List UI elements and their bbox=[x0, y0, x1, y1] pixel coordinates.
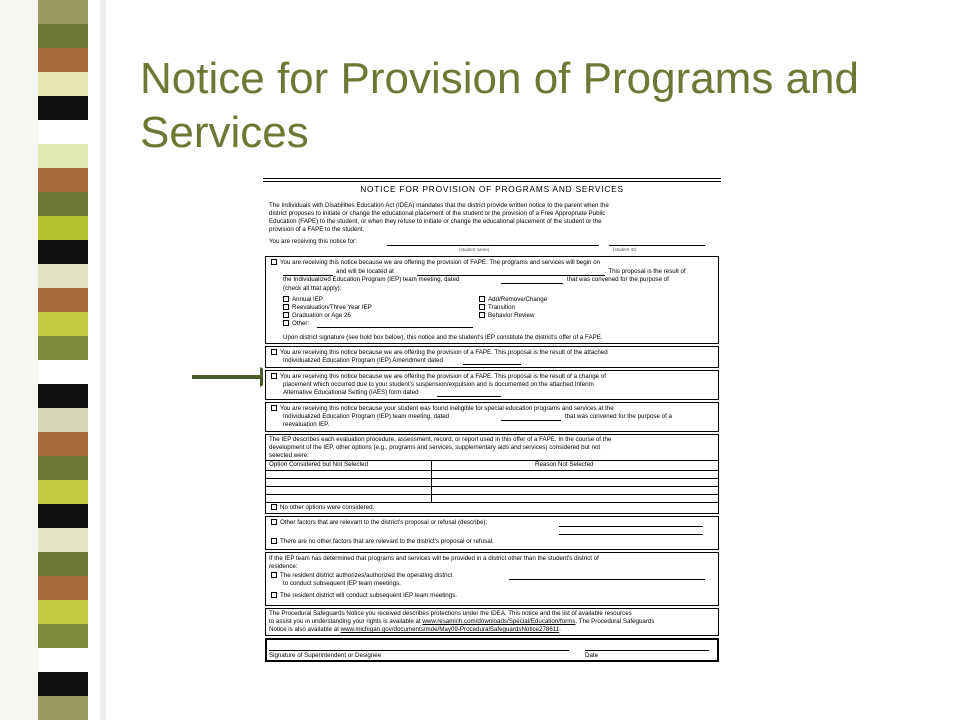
sec1-footer: Upon district signature (see bold box below), this notice and the student's IEP constitute the district's offer of a FAPE. bbox=[283, 334, 603, 341]
strip-cell bbox=[38, 288, 88, 312]
strip-cell bbox=[38, 624, 88, 648]
strip-cell bbox=[38, 384, 88, 408]
vertical-divider bbox=[100, 0, 106, 720]
decorative-strip-bar bbox=[0, 0, 88, 720]
opt-reevaluation bbox=[283, 304, 372, 312]
table-header-option: Option Considered but Not Selected bbox=[269, 461, 369, 468]
sec2-checkbox[interactable] bbox=[271, 349, 277, 355]
strip-cell bbox=[38, 696, 88, 720]
sec2-line-1 bbox=[271, 349, 608, 357]
other-label: Other: bbox=[292, 320, 310, 327]
sec3-checkbox[interactable] bbox=[271, 373, 277, 379]
table-column-divider bbox=[431, 460, 432, 502]
intro-line-2: district proposes to initiate or change the educational placement of the student or the provision of a Free Appropriate Public bbox=[269, 210, 606, 217]
sec7-opt1 bbox=[271, 572, 452, 580]
opt-graduation bbox=[283, 312, 351, 320]
strip-cell bbox=[38, 192, 88, 216]
strip-cell bbox=[38, 552, 88, 576]
opt-add-remove bbox=[479, 296, 547, 304]
sec5-line-2: development of the IEP, other options (e.g., programs and services, supplementary aids and services) considered but not bbox=[269, 444, 601, 451]
strip-cell bbox=[38, 408, 88, 432]
sec4-line-3: reevaluation IEP. bbox=[283, 421, 330, 428]
sec5-line-1: The IEP describes each evaluation procedure, assessment, record, or report used in this offer of a FAPE. In the course of the bbox=[269, 436, 612, 443]
intro-line-4: provision of a FAPE to the student. bbox=[269, 226, 365, 233]
behavior-label: Behavior Review bbox=[488, 312, 535, 319]
strip-cell bbox=[38, 648, 88, 672]
sec8-line-3a: Notice is also available at bbox=[269, 626, 339, 633]
sec8-line-3b: . bbox=[559, 626, 561, 633]
sec8-line-2a: to assist you in understanding your rights is available at bbox=[269, 618, 421, 625]
reevaluation-checkbox[interactable] bbox=[283, 304, 289, 310]
opt-transition bbox=[479, 304, 515, 312]
no-other-factors-line bbox=[271, 538, 494, 546]
other-factors-field-1[interactable] bbox=[559, 526, 703, 527]
sec1-line-2a: and will be located at bbox=[336, 268, 394, 275]
title-line-1: Notice for Provision of Programs and bbox=[140, 54, 859, 103]
sec7-opt1b: to conduct subsequent IEP team meetings. bbox=[283, 580, 401, 587]
other-checkbox[interactable] bbox=[283, 320, 289, 326]
authorize-district-label: The resident district authorizes/authorized the operating district bbox=[280, 572, 453, 579]
amendment-date-field[interactable] bbox=[463, 364, 521, 365]
strip-cell bbox=[38, 432, 88, 456]
form-document bbox=[263, 178, 721, 664]
strip-cell bbox=[38, 576, 88, 600]
strip-cell bbox=[38, 312, 88, 336]
ineligible-meeting-date-field[interactable] bbox=[501, 420, 561, 421]
table-header-reason: Reason Not Selected bbox=[535, 461, 594, 468]
student-name-caption: (student name) bbox=[459, 247, 490, 252]
annual-iep-checkbox[interactable] bbox=[283, 296, 289, 302]
other-factors-label: Other factors that are relevant to the district's proposal or refusal (describe): bbox=[280, 519, 488, 526]
form-heading: NOTICE FOR PROVISION OF PROGRAMS AND SERVICES bbox=[360, 184, 624, 194]
sec8-line-2 bbox=[269, 618, 654, 626]
date-label: Date bbox=[585, 652, 599, 659]
sec7-intro-1: If the IEP team has determined that programs and services will be provided in a district other than the student's district of bbox=[269, 555, 599, 562]
other-text-field[interactable] bbox=[317, 327, 473, 328]
student-name-field[interactable] bbox=[387, 245, 599, 246]
sec2-line-1-text: You are receiving this notice because we are offering the provision of a FAPE. This proposal is the result of the attached bbox=[280, 349, 608, 356]
transition-label: Transition bbox=[488, 304, 515, 311]
signature-field[interactable] bbox=[269, 650, 569, 651]
sec4-line-1 bbox=[271, 405, 614, 413]
strip-cell bbox=[38, 264, 88, 288]
iaes-date-field[interactable] bbox=[437, 396, 501, 397]
sec4-line-2b: that was convened for the purpose of a bbox=[565, 413, 672, 420]
no-other-factors-checkbox[interactable] bbox=[271, 538, 277, 544]
strip-cell bbox=[38, 600, 88, 624]
no-other-options-label: No other options were considered. bbox=[280, 504, 375, 511]
intro-line-3: Education (FAPE) to the student, or when they refuse to initiate or change the educational placement of the student or the bbox=[269, 218, 602, 225]
operating-district-field[interactable] bbox=[509, 579, 705, 580]
strip-cell bbox=[38, 24, 88, 48]
graduation-label: Graduation or Age 26 bbox=[292, 312, 351, 319]
sec1-line-1-text: You are receiving this notice because we are offering the provision of FAPE. The programs and services will begin on bbox=[280, 259, 601, 266]
strip-background bbox=[0, 0, 38, 720]
table-row-rule-4 bbox=[265, 494, 719, 495]
table-row-rule-3 bbox=[265, 486, 719, 487]
resident-district-label: The resident district will conduct subsequent IEP team meetings. bbox=[280, 592, 458, 599]
opt-behavior bbox=[479, 312, 534, 320]
strip-cell bbox=[38, 672, 88, 696]
strip-cell bbox=[38, 120, 88, 144]
reevaluation-label: Reevaluation/Three Year IEP bbox=[292, 304, 372, 311]
sec1-line-3b: that was convened for the purpose of bbox=[567, 276, 669, 283]
strip-cell bbox=[38, 528, 88, 552]
graduation-checkbox[interactable] bbox=[283, 312, 289, 318]
table-row-rule-2 bbox=[265, 478, 719, 479]
sec8-line-3 bbox=[269, 626, 561, 634]
slide-title bbox=[140, 52, 940, 160]
sec5-line-3: selected were: bbox=[269, 452, 309, 459]
intro-line-1: The Individuals with Disabilities Education Act (IDEA) mandates that the district provide written notice to the parent when the bbox=[269, 202, 609, 209]
strip-cell bbox=[38, 0, 88, 24]
sec8-line-2b: . The Procedural Safeguards bbox=[575, 618, 655, 625]
behavior-checkbox[interactable] bbox=[479, 312, 485, 318]
other-factors-checkbox[interactable] bbox=[271, 519, 277, 525]
sec4-checkbox[interactable] bbox=[271, 405, 277, 411]
strip-cell bbox=[38, 360, 88, 384]
strip-cell bbox=[38, 480, 88, 504]
other-factors-line bbox=[271, 519, 487, 527]
sec7-intro-2: residence: bbox=[269, 563, 298, 570]
signature-label: Signature of Superintendent or Designee bbox=[269, 652, 382, 659]
sec8-line-1: The Procedural Safeguards Notice you received describes protections under the IDEA. This notice and the list of available resources bbox=[269, 610, 632, 617]
sec3-line-1 bbox=[271, 373, 606, 381]
sec4-line-2: Individualized Education Program (IEP) team meeting, dated bbox=[283, 413, 450, 420]
sec3-line-3: Alternative Educational Setting (IAES) form dated bbox=[283, 389, 419, 396]
header-rule-top bbox=[263, 178, 721, 179]
sec7-opt2 bbox=[271, 592, 457, 600]
transition-checkbox[interactable] bbox=[479, 304, 485, 310]
header-rule-second bbox=[263, 181, 721, 182]
table-row-rule-1 bbox=[265, 470, 719, 471]
strip-cell bbox=[38, 336, 88, 360]
resident-district-checkbox[interactable] bbox=[271, 592, 277, 598]
table-row-rule-5 bbox=[265, 502, 719, 503]
iep-meeting-date-field[interactable] bbox=[501, 283, 563, 284]
strip-cell bbox=[38, 456, 88, 480]
strip-cell bbox=[38, 48, 88, 72]
annual-iep-label: Annual IEP bbox=[292, 296, 323, 303]
strip-cell bbox=[38, 96, 88, 120]
sec1-line-2b: . This proposal is the result of bbox=[605, 268, 686, 275]
no-other-options bbox=[271, 504, 374, 512]
sec1-line-3a: the Individualized Education Program (IEP) team meeting, dated bbox=[283, 276, 460, 283]
no-other-factors-label: There are no other factors that are relevant to the district's proposal or refusal. bbox=[280, 538, 494, 545]
safeguards-link-1[interactable]: www.resamich.com/downloads/Special/Education/forms bbox=[422, 618, 576, 625]
strip-cell bbox=[38, 168, 88, 192]
title-line-2: Services bbox=[140, 108, 309, 157]
strip-cell bbox=[38, 144, 88, 168]
sec2-line-2: Individualized Education Program (IEP) Amendment dated bbox=[283, 357, 443, 364]
sec4-line-1-text: You are receiving this notice because your student was found ineligible for special education programs and services at the bbox=[280, 405, 614, 412]
opt-annual-iep bbox=[283, 296, 323, 304]
safeguards-link-2[interactable]: www.michigan.gov/documents/mde/May09-ProceduralSafeguardsNotice278611 bbox=[340, 626, 560, 633]
opt-other bbox=[283, 320, 309, 328]
signature-date-field[interactable] bbox=[585, 650, 709, 651]
authorize-district-checkbox[interactable] bbox=[271, 572, 277, 578]
no-other-options-checkbox[interactable] bbox=[271, 504, 277, 510]
strip-cell bbox=[38, 72, 88, 96]
sec3-line-1-text: You are receiving this notice because we are offering the provision of a FAPE. This proposal is the result of a change of bbox=[280, 373, 606, 380]
sec1-line-4: (check all that apply): bbox=[283, 285, 342, 292]
receiving-label: You are receiving this notice for: bbox=[269, 238, 357, 245]
student-id-caption: (student ID) bbox=[613, 247, 637, 252]
add-remove-checkbox[interactable] bbox=[479, 296, 485, 302]
other-factors-field-2[interactable] bbox=[559, 534, 703, 535]
sec1-line-1 bbox=[271, 259, 600, 267]
add-remove-label: Add/Remove/Change bbox=[488, 296, 548, 303]
strip-cell bbox=[38, 504, 88, 528]
strip-cell bbox=[38, 240, 88, 264]
strip-cell bbox=[38, 216, 88, 240]
sec3-line-2: placement which occurred due to your student's suspension/expulsion and is documented on the attached Interim bbox=[283, 381, 594, 388]
sec1-checkbox[interactable] bbox=[271, 259, 277, 265]
